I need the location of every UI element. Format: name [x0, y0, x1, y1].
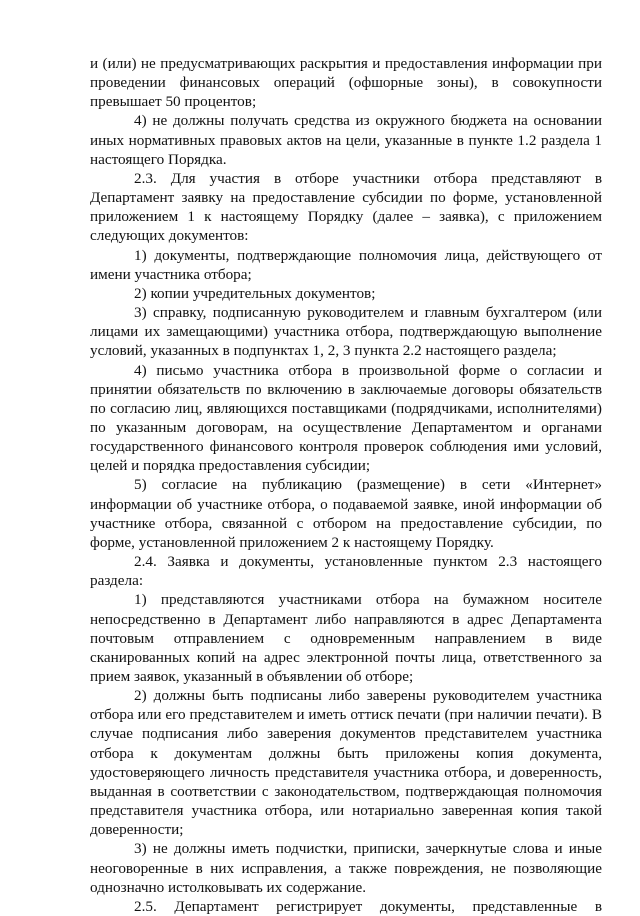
paragraph-2-3-item-4: 4) письмо участника отбора в произвольной форме о согласии и принятии обязательств по включению в заключаемые договоры обязательств по согласию лиц, являющихся поставщиками (подрядчиками, исполнителями) по указанным договорам, на осуществление Департаментом и органами государственного финансового контроля проверок соблюдения ими условий, целей и порядка предоставления субсидии;	[90, 361, 602, 475]
paragraph-item-4-budget-funds: 4) не должны получать средства из окружного бюджета на основании иных нормативных правовых актов на цели, указанные в пункте 1.2 раздела 1 настоящего Порядка.	[90, 112, 602, 168]
paragraph-2-4-item-2: 2) должны быть подписаны либо заверены руководителем участника отбора или его представителем и иметь оттиск печати (при наличии печати). В случае подписания либо заверения документов представителем участника отбора к документам должны быть приложены копия документа, удостоверяющего личность представителя участника отбора, и доверенность, выданная в соответствии с законодательством, подтверждающая полномочия представителя участника отбора, или нотариально заверенная копия такой доверенности;	[90, 687, 602, 839]
paragraph-2-3-item-2: 2) копии учредительных документов;	[134, 284, 376, 302]
paragraph-continuation-offshore: и (или) не предусматривающих раскрытия и предоставления информации при проведении финансовых операций (офшорные зоны), в совокупности превышает 50 процентов;	[90, 55, 602, 111]
paragraph-2-3-application: 2.3. Для участия в отборе участники отбора представляют в Департамент заявку на предоставление субсидии по форме, установленной приложением 1 к настоящему Порядку (далее – заявка), с приложением следующих документов:	[90, 169, 602, 245]
paragraph-2-3-item-1: 1) документы, подтверждающие полномочия лица, действующего от имени участника отбора;	[90, 246, 602, 283]
paragraph-2-5-start: 2.5. Департамент регистрирует документы, представленные в	[134, 897, 602, 915]
paragraph-2-3-item-3: 3) справку, подписанную руководителем и главным бухгалтером (или лицами их замещающими) участника отбора, подтверждающую выполнение условий, указанных в подпунктах 1, 2, 3 пункта 2.2 настоящего раздела;	[90, 304, 602, 360]
paragraph-2-4-item-3: 3) не должны иметь подчистки, приписки, зачеркнутые слова и иные неоговоренные в них исправления, а также повреждения, не позволяющие однозначно истолковывать их содержание.	[90, 840, 602, 896]
paragraph-2-3-item-5: 5) согласие на публикацию (размещение) в сети «Интернет» информации об участнике отбора, о подаваемой заявке, иной информации об участнике отбора, связанной с отбором на предоставление субсидии, по форме, установленной приложением 2 к настоящему Порядку.	[90, 476, 602, 551]
paragraph-2-4-heading: 2.4. Заявка и документы, установленные пунктом 2.3 настоящего раздела:	[90, 553, 602, 590]
document-page	[90, 54, 602, 916]
paragraph-2-4-item-1: 1) представляются участниками отбора на бумажном носителе непосредственно в Департамент либо направляются в адрес Департамента почтовым отправлением с одновременным направлением в виде сканированных копий на адрес электронной почты лица, ответственного за прием заявок, указанный в объявлении об отборе;	[90, 591, 602, 685]
